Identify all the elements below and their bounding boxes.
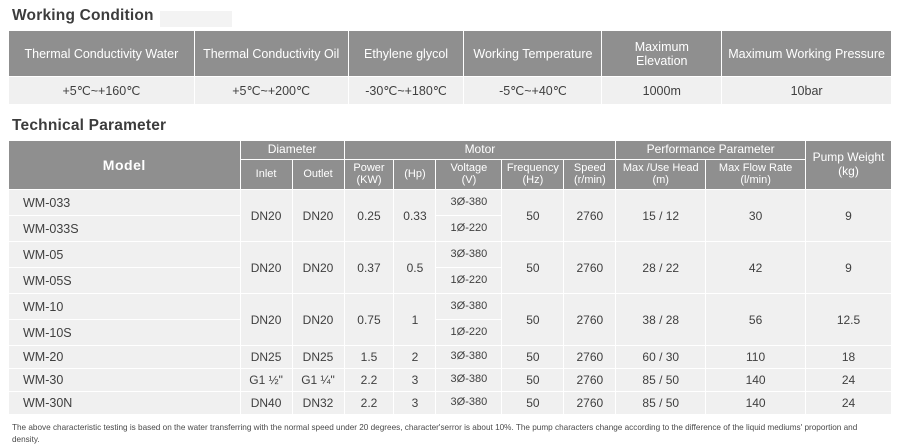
frequency-label: Frequency [506, 161, 559, 174]
pump-weight-unit: (kg) [838, 164, 859, 179]
cell-hp: 0.33 [394, 190, 436, 242]
tp-header-frequency [502, 159, 564, 189]
tp-header-outlet: Outlet [292, 159, 344, 189]
cell-weight: 12.5 [806, 294, 892, 346]
cell-voltage: 3Ø-380 [436, 369, 502, 392]
wc-value-ethylene-glycol: -30℃~+180℃ [348, 77, 464, 105]
cell-model: WM-20 [9, 346, 241, 369]
cell-outlet: DN20 [292, 190, 344, 242]
cell-voltage-a: 3Ø-380 [436, 294, 502, 320]
tp-header-pump-weight [806, 141, 892, 190]
technical-parameter-table [8, 140, 892, 415]
cell-model-a: WM-033 [9, 190, 241, 216]
tp-header-max-flow-rate [706, 159, 806, 189]
wc-header-max-elevation: Maximum Elevation [602, 31, 722, 77]
cell-voltage: 3Ø-380 [436, 392, 502, 415]
table-header-row-group [9, 141, 892, 160]
speed-unit: (r/min) [573, 174, 606, 187]
table-body [9, 190, 892, 415]
cell-flow: 56 [706, 294, 806, 346]
cell-model-b: WM-05S [9, 268, 241, 294]
cell-flow: 140 [706, 392, 806, 415]
datasheet-page [0, 7, 900, 445]
cell-outlet: DN32 [292, 392, 344, 415]
cell-inlet: DN20 [240, 242, 292, 294]
cell-inlet: DN25 [240, 346, 292, 369]
cell-flow: 140 [706, 369, 806, 392]
cell-frequency: 50 [502, 242, 564, 294]
cell-model-a: WM-05 [9, 242, 241, 268]
cell-model-a: WM-10 [9, 294, 241, 320]
cell-voltage-b: 1Ø-220 [436, 216, 502, 242]
cell-frequency: 50 [502, 346, 564, 369]
cell-head: 85 / 50 [616, 392, 706, 415]
max-head-label: Max /Use Head [622, 161, 699, 174]
cell-head: 85 / 50 [616, 369, 706, 392]
cell-hp: 0.5 [394, 242, 436, 294]
cell-speed: 2760 [564, 369, 616, 392]
cell-frequency: 50 [502, 392, 564, 415]
tp-header-inlet: Inlet [240, 159, 292, 189]
cell-voltage-b: 1Ø-220 [436, 268, 502, 294]
cell-power: 2.2 [344, 369, 394, 392]
cell-frequency: 50 [502, 369, 564, 392]
cell-frequency: 50 [502, 294, 564, 346]
cell-weight: 9 [806, 242, 892, 294]
wc-value-thermal-water: +5℃~+160℃ [9, 77, 195, 105]
cell-head: 60 / 30 [616, 346, 706, 369]
cell-weight: 24 [806, 392, 892, 415]
tp-header-motor: Motor [344, 141, 616, 160]
cell-power: 0.25 [344, 190, 394, 242]
voltage-unit: (V) [461, 174, 477, 187]
wc-value-max-elevation: 1000m [602, 77, 722, 105]
technical-parameter-title: Technical Parameter [12, 117, 167, 134]
cell-power: 1.5 [344, 346, 394, 369]
table-row [9, 294, 892, 320]
cell-voltage-a: 3Ø-380 [436, 190, 502, 216]
cell-outlet: DN20 [292, 242, 344, 294]
wc-header-working-temperature: Working Temperature [464, 31, 602, 77]
cell-speed: 2760 [564, 346, 616, 369]
tp-header-power [344, 159, 394, 189]
cell-hp: 3 [394, 369, 436, 392]
pump-weight-label: Pump Weight [812, 150, 885, 165]
cell-voltage-a: 3Ø-380 [436, 242, 502, 268]
cell-hp: 2 [394, 346, 436, 369]
cell-inlet: DN20 [240, 294, 292, 346]
cell-outlet: DN20 [292, 294, 344, 346]
cell-inlet: DN20 [240, 190, 292, 242]
frequency-unit: (Hz) [522, 174, 544, 187]
table-header-row [9, 31, 892, 77]
cell-power: 2.2 [344, 392, 394, 415]
tp-header-model: Model [9, 141, 241, 190]
tp-header-speed [564, 159, 616, 189]
table-header [9, 141, 892, 190]
cell-inlet: DN40 [240, 392, 292, 415]
cell-speed: 2760 [564, 190, 616, 242]
cell-power: 0.37 [344, 242, 394, 294]
wc-value-max-working-pressure: 10bar [722, 77, 892, 105]
cell-head: 28 / 22 [616, 242, 706, 294]
cell-flow: 110 [706, 346, 806, 369]
wc-header-thermal-oil: Thermal Conductivity Oil [194, 31, 348, 77]
max-flow-label: Max Flow Rate [718, 161, 793, 174]
working-condition-title: Working Condition [12, 7, 154, 24]
cell-head: 15 / 12 [616, 190, 706, 242]
power-label: Power [353, 161, 385, 174]
cell-model-b: WM-10S [9, 320, 241, 346]
cell-hp: 3 [394, 392, 436, 415]
cell-power: 0.75 [344, 294, 394, 346]
cell-outlet: G1 ¼" [292, 369, 344, 392]
tp-header-diameter: Diameter [240, 141, 344, 160]
max-head-unit: (m) [652, 174, 669, 187]
cell-weight: 24 [806, 369, 892, 392]
cell-frequency: 50 [502, 190, 564, 242]
wc-header-thermal-water: Thermal Conductivity Water [9, 31, 195, 77]
table-row [9, 346, 892, 369]
cell-head: 38 / 28 [616, 294, 706, 346]
power-unit: (KW) [356, 174, 382, 187]
cell-model: WM-30N [9, 392, 241, 415]
cell-speed: 2760 [564, 242, 616, 294]
cell-hp: 1 [394, 294, 436, 346]
cell-outlet: DN25 [292, 346, 344, 369]
table-row [9, 369, 892, 392]
table-row [9, 242, 892, 268]
watermark-block [160, 11, 232, 27]
cell-weight: 9 [806, 190, 892, 242]
cell-voltage: 3Ø-380 [436, 346, 502, 369]
cell-flow: 42 [706, 242, 806, 294]
speed-label: Speed [573, 161, 606, 174]
wc-header-ethylene-glycol: Ethylene glycol [348, 31, 464, 77]
tp-header-voltage [436, 159, 502, 189]
cell-model: WM-30 [9, 369, 241, 392]
table-row [9, 77, 892, 105]
cell-inlet: G1 ½" [240, 369, 292, 392]
table-row [9, 392, 892, 415]
voltage-label: Voltage [450, 161, 488, 174]
footnote-text: The above characteristic testing is based on the water transferring with the normal speed under 20 degrees, character'serror is about 10%. The pump characters change according to the difference of the liquid mediums' proportion and density. [12, 423, 858, 445]
table-row [9, 190, 892, 216]
wc-header-max-working-pressure: Maximum Working Pressure [722, 31, 892, 77]
cell-speed: 2760 [564, 392, 616, 415]
max-flow-unit: (l/min) [740, 174, 771, 187]
tp-header-performance-parameter: Performance Parameter [616, 141, 806, 160]
cell-voltage-b: 1Ø-220 [436, 320, 502, 346]
wc-value-thermal-oil: +5℃~+200℃ [194, 77, 348, 105]
cell-flow: 30 [706, 190, 806, 242]
cell-model-b: WM-033S [9, 216, 241, 242]
cell-weight: 18 [806, 346, 892, 369]
cell-speed: 2760 [564, 294, 616, 346]
tp-header-hp: (Hp) [394, 159, 436, 189]
wc-value-working-temperature: -5℃~+40℃ [464, 77, 602, 105]
working-condition-table [8, 30, 892, 105]
tp-header-max-use-head [616, 159, 706, 189]
